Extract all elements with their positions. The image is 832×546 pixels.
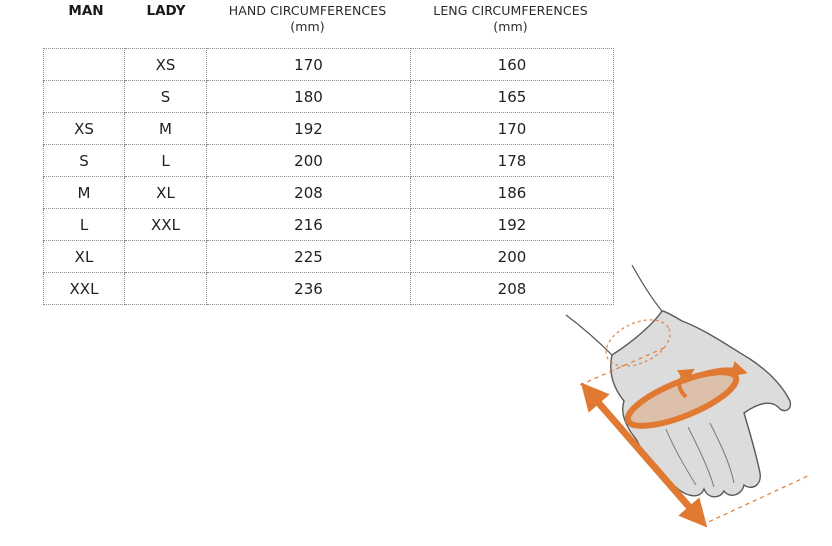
cell-man-size: M — [44, 177, 125, 209]
table-row — [44, 49, 614, 81]
cell-hand-circumference: 225 — [207, 241, 411, 273]
cell-hand-circumference: 180 — [207, 81, 411, 113]
cell-lady-size: L — [125, 145, 207, 177]
cell-hand-circumference: 170 — [207, 49, 411, 81]
header-leng-title: LENG CIRCUMFERENCES — [433, 3, 588, 18]
table-row — [44, 209, 614, 241]
table-row — [44, 145, 614, 177]
cell-lady-size: XL — [125, 177, 207, 209]
table-row — [44, 113, 614, 145]
cell-lady-size: M — [125, 113, 207, 145]
cell-leng-circumference: 192 — [411, 209, 614, 241]
forearm-outline — [566, 315, 612, 355]
cell-leng-circumference: 160 — [411, 49, 614, 81]
hand-measurement-icon — [554, 263, 832, 542]
table-row — [44, 273, 614, 305]
cell-lady-size: S — [125, 81, 207, 113]
header-hand-circumferences — [210, 3, 405, 35]
cell-man-size: S — [44, 145, 125, 177]
cell-leng-circumference: 170 — [411, 113, 614, 145]
table-row — [44, 241, 614, 273]
size-table — [43, 48, 614, 305]
cell-leng-circumference: 200 — [411, 241, 614, 273]
cell-leng-circumference: 208 — [411, 273, 614, 305]
header-man: MAN — [68, 3, 104, 19]
cell-hand-circumference: 216 — [207, 209, 411, 241]
cell-lady-size — [125, 273, 207, 305]
header-hand-title: HAND CIRCUMFERENCES — [228, 3, 387, 18]
forearm-outline — [632, 265, 662, 311]
cell-leng-circumference: 165 — [411, 81, 614, 113]
header-hand-unit: (mm) — [290, 19, 325, 34]
cell-man-size — [44, 49, 125, 81]
cell-hand-circumference: 208 — [207, 177, 411, 209]
cell-hand-circumference: 192 — [207, 113, 411, 145]
cell-hand-circumference: 236 — [207, 273, 411, 305]
cell-lady-size: XXL — [125, 209, 207, 241]
cell-lady-size — [125, 241, 207, 273]
header-leng-circumferences — [413, 3, 608, 35]
cell-hand-circumference: 200 — [207, 145, 411, 177]
cell-man-size — [44, 81, 125, 113]
header-leng-unit: (mm) — [493, 19, 528, 34]
header-lady: LADY — [146, 3, 186, 19]
table-row — [44, 81, 614, 113]
table-row — [44, 177, 614, 209]
table-header — [0, 0, 620, 44]
hand-measurement-illustration — [554, 263, 832, 542]
cell-man-size: XXL — [44, 273, 125, 305]
cell-man-size: L — [44, 209, 125, 241]
cell-man-size: XS — [44, 113, 125, 145]
cell-lady-size: XS — [125, 49, 207, 81]
cell-leng-circumference: 186 — [411, 177, 614, 209]
cell-man-size: XL — [44, 241, 125, 273]
cell-leng-circumference: 178 — [411, 145, 614, 177]
